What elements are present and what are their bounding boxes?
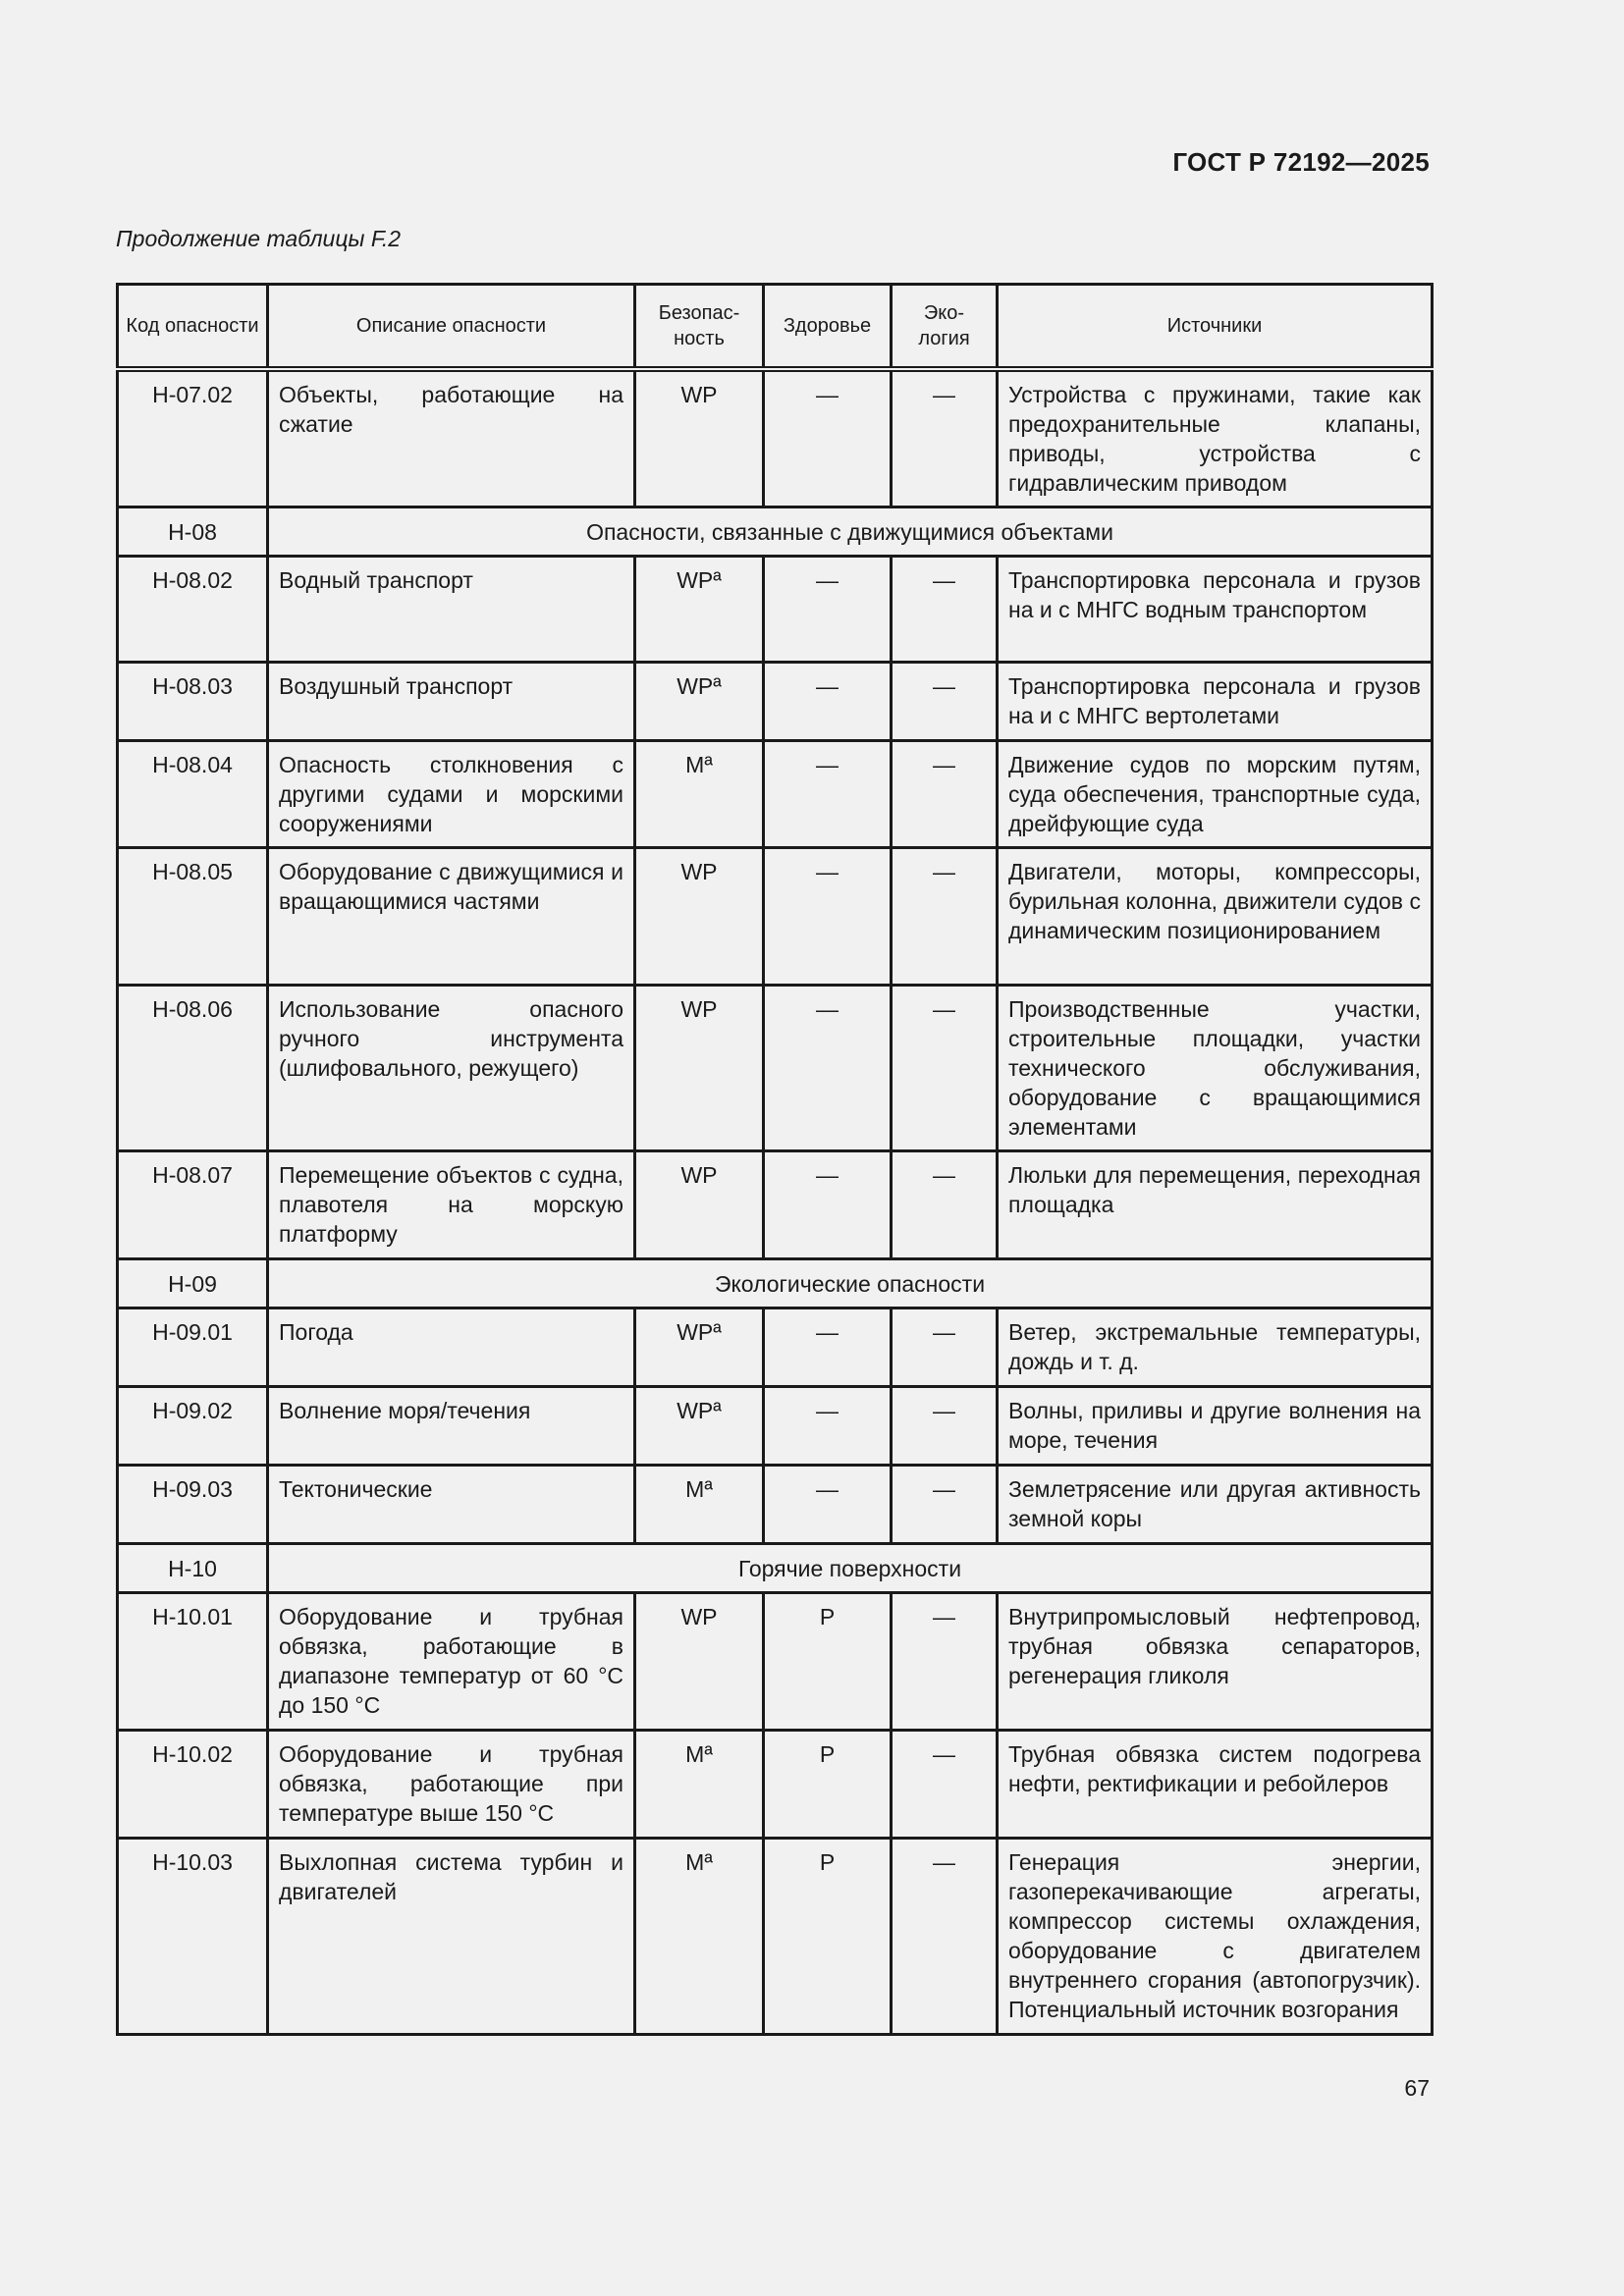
hazard-description: Волнение моря/течения: [268, 1387, 635, 1466]
group-title: Экологические опасности: [268, 1259, 1433, 1308]
hazard-description: Объекты, работающие на сжатие: [268, 369, 635, 507]
hazard-sources: Землетрясение или другая активность земной коры: [998, 1466, 1433, 1544]
column-header-description: Описание опасности: [268, 285, 635, 370]
health-mark: —: [764, 369, 892, 507]
group-row: [118, 1259, 1433, 1308]
table-row: [118, 848, 1433, 986]
hazard-code: H-10.02: [118, 1731, 268, 1839]
hazard-table: [116, 283, 1434, 2036]
safety-mark: WP: [635, 369, 764, 507]
safety-mark: WP: [635, 1151, 764, 1259]
health-mark: —: [764, 741, 892, 848]
hazard-code: H-09.02: [118, 1387, 268, 1466]
hazard-code: H-10.01: [118, 1593, 268, 1731]
ecology-mark: —: [892, 1151, 998, 1259]
hazard-sources: Устройства с пружинами, такие как предохранительные клапаны, приводы, устройства с гидравлическим приводом: [998, 369, 1433, 507]
hazard-code: H-09.03: [118, 1466, 268, 1544]
hazard-sources: Движение судов по морским путям, суда обеспечения, транспортные суда, дрейфующие суда: [998, 741, 1433, 848]
hazard-sources: Транспортировка персонала и грузов на и с МНГС водным транспортом: [998, 557, 1433, 663]
safety-mark: WPª: [635, 557, 764, 663]
group-code: H-08: [118, 507, 268, 557]
hazard-sources: Ветер, экстремальные температуры, дождь и т. д.: [998, 1308, 1433, 1387]
group-row: [118, 507, 1433, 557]
column-header-safety: Безопас-ность: [635, 285, 764, 370]
health-mark: —: [764, 1466, 892, 1544]
hazard-code: H-09.01: [118, 1308, 268, 1387]
health-mark: —: [764, 986, 892, 1151]
ecology-mark: —: [892, 557, 998, 663]
health-mark: —: [764, 663, 892, 741]
hazard-code: H-10.03: [118, 1839, 268, 2035]
safety-mark: WP: [635, 848, 764, 986]
ecology-mark: —: [892, 1308, 998, 1387]
hazard-description: Опасность столкновения с другими судами и морскими сооружениями: [268, 741, 635, 848]
table-row: [118, 1308, 1433, 1387]
safety-mark: WPª: [635, 1387, 764, 1466]
column-header-health: Здоровье: [764, 285, 892, 370]
group-code: H-10: [118, 1544, 268, 1593]
table-body: [118, 369, 1433, 2035]
safety-mark: WP: [635, 986, 764, 1151]
hazard-code: H-08.05: [118, 848, 268, 986]
ecology-mark: —: [892, 663, 998, 741]
health-mark: —: [764, 1308, 892, 1387]
column-header-sources: Источники: [998, 285, 1433, 370]
health-mark: P: [764, 1839, 892, 2035]
page-number: 67: [1404, 2075, 1430, 2101]
standard-id: ГОСТ Р 72192—2025: [1172, 147, 1430, 177]
hazard-code: H-08.06: [118, 986, 268, 1151]
safety-mark: WP: [635, 1593, 764, 1731]
table-row: [118, 557, 1433, 663]
column-header-code: Код опасности: [118, 285, 268, 370]
table-row: [118, 1839, 1433, 2035]
table-header-row: [118, 285, 1433, 370]
hazard-sources: Транспортировка персонала и грузов на и с МНГС вертолетами: [998, 663, 1433, 741]
safety-mark: WPª: [635, 1308, 764, 1387]
ecology-mark: —: [892, 1839, 998, 2035]
table-row: [118, 986, 1433, 1151]
ecology-mark: —: [892, 848, 998, 986]
hazard-description: Тектонические: [268, 1466, 635, 1544]
hazard-code: H-08.03: [118, 663, 268, 741]
hazard-code: H-07.02: [118, 369, 268, 507]
table-row: [118, 1151, 1433, 1259]
hazard-description: Использование опасного ручного инструмента (шлифовального, режущего): [268, 986, 635, 1151]
hazard-description: Оборудование с движущимися и вращающимися частями: [268, 848, 635, 986]
hazard-code: H-08.07: [118, 1151, 268, 1259]
ecology-mark: —: [892, 986, 998, 1151]
table-row: [118, 1731, 1433, 1839]
safety-mark: Mª: [635, 1839, 764, 2035]
table-row: [118, 663, 1433, 741]
ecology-mark: —: [892, 369, 998, 507]
hazard-sources: Генерация энергии, газоперекачивающие агрегаты, компрессор системы охлаждения, оборудование с двигателем внутреннего сгорания (автопогрузчик). Потенциальный источник возгорания: [998, 1839, 1433, 2035]
ecology-mark: —: [892, 1593, 998, 1731]
group-row: [118, 1544, 1433, 1593]
safety-mark: Mª: [635, 1466, 764, 1544]
hazard-sources: Люльки для перемещения, переходная площадка: [998, 1151, 1433, 1259]
hazard-description: Выхлопная система турбин и двигателей: [268, 1839, 635, 2035]
ecology-mark: —: [892, 1466, 998, 1544]
hazard-description: Погода: [268, 1308, 635, 1387]
hazard-sources: Волны, приливы и другие волнения на море, течения: [998, 1387, 1433, 1466]
group-title: Опасности, связанные с движущимися объектами: [268, 507, 1433, 557]
ecology-mark: —: [892, 1731, 998, 1839]
health-mark: P: [764, 1731, 892, 1839]
health-mark: —: [764, 1151, 892, 1259]
hazard-sources: Трубная обвязка систем подогрева нефти, ректификации и ребойлеров: [998, 1731, 1433, 1839]
safety-mark: WPª: [635, 663, 764, 741]
table-row: [118, 1593, 1433, 1731]
group-title: Горячие поверхности: [268, 1544, 1433, 1593]
safety-mark: Mª: [635, 741, 764, 848]
table-caption: Продолжение таблицы F.2: [116, 226, 402, 251]
table-row: [118, 1466, 1433, 1544]
ecology-mark: —: [892, 1387, 998, 1466]
table-row: [118, 741, 1433, 848]
ecology-mark: —: [892, 741, 998, 848]
hazard-description: Перемещение объектов с судна, плавотеля на морскую платформу: [268, 1151, 635, 1259]
hazard-code: H-08.02: [118, 557, 268, 663]
hazard-description: Водный транспорт: [268, 557, 635, 663]
hazard-sources: Производственные участки, строительные площадки, участки технического обслуживания, оборудование с вращающимися элементами: [998, 986, 1433, 1151]
hazard-description: Оборудование и трубная обвязка, работающие в диапазоне температур от 60 °С до 150 °С: [268, 1593, 635, 1731]
table-row: [118, 1387, 1433, 1466]
health-mark: —: [764, 557, 892, 663]
column-header-ecology: Эко-логия: [892, 285, 998, 370]
hazard-sources: Двигатели, моторы, компрессоры, бурильная колонна, движители судов с динамическим позиционированием: [998, 848, 1433, 986]
safety-mark: Mª: [635, 1731, 764, 1839]
health-mark: —: [764, 1387, 892, 1466]
hazard-sources: Внутрипромысловый нефтепровод, трубная обвязка сепараторов, регенерация гликоля: [998, 1593, 1433, 1731]
hazard-code: H-08.04: [118, 741, 268, 848]
hazard-description: Оборудование и трубная обвязка, работающие при температуре выше 150 °С: [268, 1731, 635, 1839]
table-row: [118, 369, 1433, 507]
group-code: H-09: [118, 1259, 268, 1308]
hazard-description: Воздушный транспорт: [268, 663, 635, 741]
health-mark: —: [764, 848, 892, 986]
health-mark: P: [764, 1593, 892, 1731]
